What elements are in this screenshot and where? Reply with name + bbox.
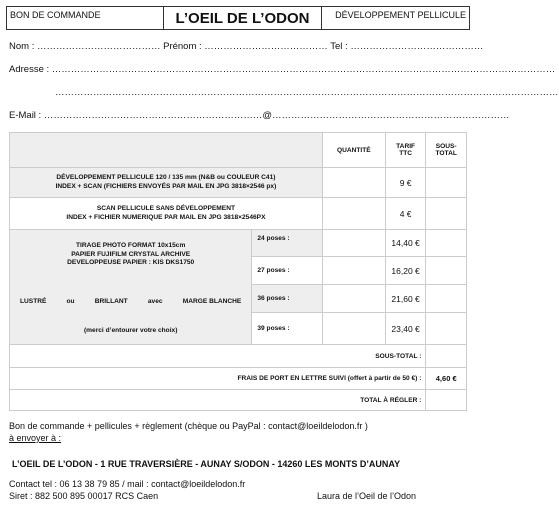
pose-39-subtotal-cell[interactable] xyxy=(426,313,467,345)
contact-line: Contact tel : 06 13 38 79 85 / mail : contact@loeildelodon.fr xyxy=(9,479,246,489)
scan-line2: INDEX + FICHIER NUMERIQUE PAR MAIL EN JPG 3818×2546PX xyxy=(66,213,266,221)
option-brillant[interactable]: BRILLANT xyxy=(94,297,128,305)
tirage-line2: PAPIER FUJIFILM CRYSTAL ARCHIVE xyxy=(71,250,191,258)
address-field-line[interactable]: Adresse : …………………………………………………………………………………………………………………………………………… xyxy=(9,64,556,75)
dev-price: 9 € xyxy=(385,168,426,198)
frais-row xyxy=(10,368,467,390)
pose-27-price: 16,20 € xyxy=(385,257,426,285)
header-quantite: QUANTITÉ xyxy=(322,133,385,168)
table-row xyxy=(10,198,467,230)
dev-line1: DÉVELOPPEMENT PELLICULE 120 / 135 mm (N&B ou COULEUR C41) xyxy=(56,174,276,181)
option-marge-blanche[interactable]: MARGE BLANCHE xyxy=(182,297,242,305)
header-developpement: DÉVELOPPEMENT PELLICULE xyxy=(335,10,466,20)
option-avec: avec xyxy=(147,297,163,305)
total-cell[interactable] xyxy=(426,390,467,411)
header-bon-de-commande: BON DE COMMANDE xyxy=(7,7,164,29)
form-header xyxy=(6,6,470,30)
send-to-label: à envoyer à : xyxy=(9,433,62,443)
pose-36-quantity-cell[interactable] xyxy=(322,285,385,313)
order-table xyxy=(9,132,467,411)
sous-total-row xyxy=(10,345,467,368)
scan-description xyxy=(10,198,323,230)
table-row xyxy=(10,230,467,257)
shop-address: L’OEIL DE L’ODON - 1 RUE TRAVERSIÈRE - AUNAY S/ODON - 14260 LES MONTS D’AUNAY xyxy=(12,459,401,469)
sous-total-cell[interactable] xyxy=(426,345,467,368)
header-brand-title: L’OEIL DE L’ODON xyxy=(164,7,322,29)
header-sous-total-line1: SOUS- xyxy=(435,143,457,150)
finish-options xyxy=(14,298,247,305)
total-label: TOTAL À RÉGLER : xyxy=(10,390,426,411)
dev-line2: INDEX + SCAN (FICHIERS ENVOYÉS PAR MAIL EN JPG 3818×2546 px) xyxy=(55,182,277,190)
pose-36-subtotal-cell[interactable] xyxy=(426,285,467,313)
pose-27-subtotal-cell[interactable] xyxy=(426,257,467,285)
pose-24-quantity-cell[interactable] xyxy=(322,230,385,257)
pose-39-price: 23,40 € xyxy=(385,313,426,345)
table-row xyxy=(10,168,467,198)
pose-24-subtotal-cell[interactable] xyxy=(426,230,467,257)
pose-label-24: 24 poses : xyxy=(252,230,322,257)
header-blank-cell xyxy=(10,133,323,168)
order-instructions: Bon de commande + pellicules + règlement (chèque ou PayPal : contact@loeildelodon.fr ) xyxy=(9,421,368,431)
address-field-line-2[interactable]: …………………………………………………………………………………………………………………………………………… xyxy=(55,87,559,98)
header-tarif-line2: TTC xyxy=(399,150,413,157)
scan-quantity-cell[interactable] xyxy=(322,198,385,230)
table-header-row xyxy=(10,133,467,168)
option-ou: ou xyxy=(66,297,75,305)
scan-line1: SCAN PELLICULE SANS DÉVELOPPEMENT xyxy=(96,205,235,212)
pose-24-price: 14,40 € xyxy=(385,230,426,257)
pose-36-price: 21,60 € xyxy=(385,285,426,313)
dev-quantity-cell[interactable] xyxy=(322,168,385,198)
pose-39-quantity-cell[interactable] xyxy=(322,313,385,345)
tirage-line1: TIRAGE PHOTO FORMAT 10x15cm xyxy=(76,242,186,249)
header-tarif-line1: TARIF xyxy=(396,143,416,150)
header-sous-total-line2: TOTAL xyxy=(435,150,457,157)
tirage-description xyxy=(10,230,252,345)
header-tarif xyxy=(385,133,426,168)
pose-label-27: 27 poses : xyxy=(252,257,322,285)
scan-price: 4 € xyxy=(385,198,426,230)
pose-label-39: 39 poses : xyxy=(252,313,322,345)
scan-subtotal-cell[interactable] xyxy=(426,198,467,230)
pose-27-quantity-cell[interactable] xyxy=(322,257,385,285)
frais-label: FRAIS DE PORT EN LETTRE SUIVI (offert à partir de 50 €) : xyxy=(10,368,426,390)
total-row xyxy=(10,390,467,411)
choice-note: (merci d’entourer votre choix) xyxy=(83,326,178,334)
signature: Laura de l’Oeil de l’Odon xyxy=(317,491,417,501)
tirage-line3: DEVELOPPEUSE PAPIER : KIS DKS1750 xyxy=(67,259,195,266)
frais-price: 4,60 € xyxy=(426,368,467,390)
email-field-line[interactable]: E-Mail : ……………………………………………………………@………………………………………………………………… xyxy=(9,110,510,121)
name-field-line[interactable]: Nom : ………………………………… Prénom : ………………………………… Tel : …………………………………… xyxy=(9,41,484,52)
option-lustre[interactable]: LUSTRÉ xyxy=(20,297,47,305)
dev-subtotal-cell[interactable] xyxy=(426,168,467,198)
sous-total-label: SOUS-TOTAL : xyxy=(10,345,426,368)
dev-description xyxy=(10,168,323,198)
siret-line: Siret : 882 500 895 00017 RCS Caen xyxy=(9,491,159,501)
pose-label-36: 36 poses : xyxy=(252,285,322,313)
header-sous-total xyxy=(426,133,467,168)
